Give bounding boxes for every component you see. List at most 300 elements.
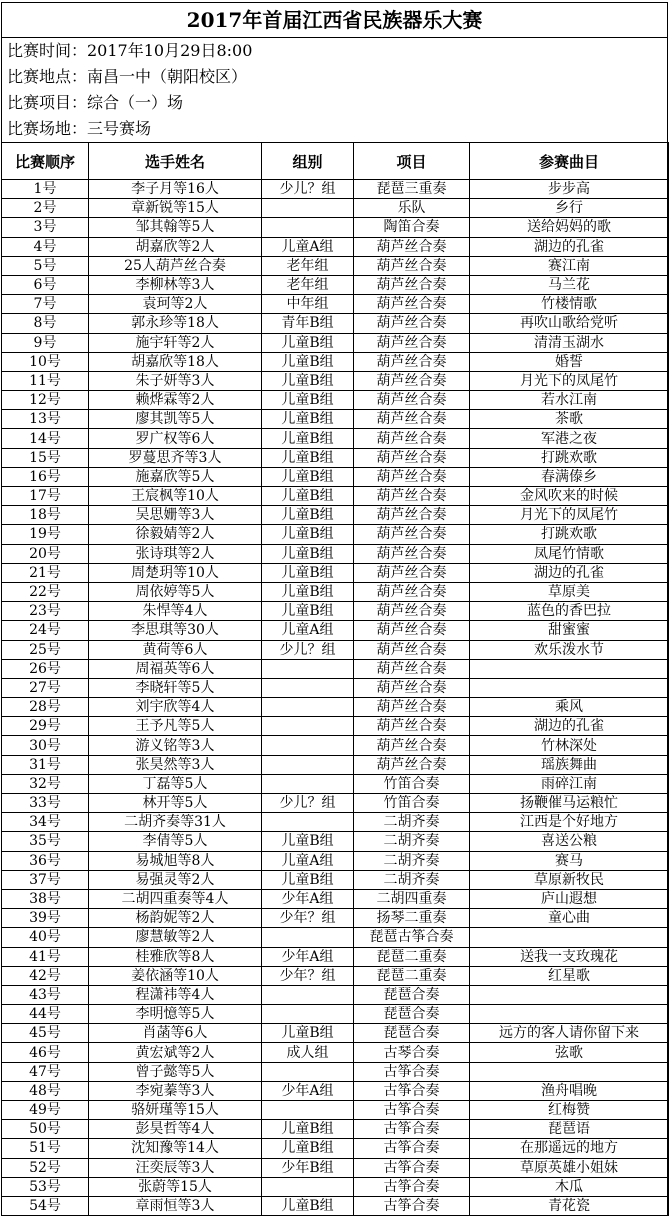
order-cell: 15号 bbox=[2, 448, 89, 467]
name-cell: 徐毅婧等2人 bbox=[89, 525, 262, 544]
item-cell: 葫芦丝合奏 bbox=[354, 563, 470, 582]
order-cell: 19号 bbox=[2, 525, 89, 544]
group-cell: 少年B组 bbox=[262, 1158, 354, 1177]
order-cell: 12号 bbox=[2, 391, 89, 410]
piece-cell: 喜送公粮 bbox=[470, 832, 669, 851]
table-row bbox=[2, 851, 669, 870]
name-cell: 李子月等16人 bbox=[89, 180, 262, 199]
order-cell: 53号 bbox=[2, 1177, 89, 1196]
name-cell: 袁珂等2人 bbox=[89, 295, 262, 314]
piece-cell bbox=[470, 659, 669, 678]
table-row bbox=[2, 352, 669, 371]
piece-cell: 扬鞭催马运粮忙 bbox=[470, 794, 669, 813]
name-cell: 罗蔓思齐等3人 bbox=[89, 448, 262, 467]
order-cell: 32号 bbox=[2, 774, 89, 793]
name-cell: 施嘉欣等5人 bbox=[89, 467, 262, 486]
piece-cell: 在那遥远的地方 bbox=[470, 1139, 669, 1158]
piece-cell: 草原新牧民 bbox=[470, 870, 669, 889]
name-cell: 章新锐等15人 bbox=[89, 199, 262, 218]
item-cell: 葫芦丝合奏 bbox=[354, 717, 470, 736]
order-cell: 26号 bbox=[2, 659, 89, 678]
order-cell: 46号 bbox=[2, 1043, 89, 1062]
name-cell: 25人葫芦丝合奏 bbox=[89, 256, 262, 275]
item-cell: 二胡齐奏 bbox=[354, 832, 470, 851]
order-cell: 1号 bbox=[2, 180, 89, 199]
piece-cell: 步步高 bbox=[470, 180, 669, 199]
order-cell: 24号 bbox=[2, 621, 89, 640]
group-cell bbox=[262, 199, 354, 218]
group-cell: 少儿？组 bbox=[262, 794, 354, 813]
item-cell: 葫芦丝合奏 bbox=[354, 582, 470, 601]
info-venue: 比赛场地：三号赛场 bbox=[7, 119, 152, 138]
item-cell: 葫芦丝合奏 bbox=[354, 333, 470, 352]
order-cell: 43号 bbox=[2, 985, 89, 1004]
order-cell: 20号 bbox=[2, 544, 89, 563]
order-cell: 54号 bbox=[2, 1196, 89, 1215]
order-cell: 14号 bbox=[2, 429, 89, 448]
group-cell bbox=[262, 1177, 354, 1196]
group-cell: 少年？组 bbox=[262, 966, 354, 985]
table-row bbox=[2, 717, 669, 736]
name-cell: 李宛蓁等3人 bbox=[89, 1081, 262, 1100]
group-cell: 中年组 bbox=[262, 295, 354, 314]
table-row bbox=[2, 889, 669, 908]
item-cell: 古筝合奏 bbox=[354, 1177, 470, 1196]
order-cell: 47号 bbox=[2, 1062, 89, 1081]
item-cell: 琵琶合奏 bbox=[354, 1005, 470, 1024]
item-cell: 葫芦丝合奏 bbox=[354, 640, 470, 659]
table-row bbox=[2, 391, 669, 410]
piece-cell: 月光下的凤尾竹 bbox=[470, 506, 669, 525]
name-cell: 郭永珍等18人 bbox=[89, 314, 262, 333]
piece-cell: 若水江南 bbox=[470, 391, 669, 410]
piece-cell: 竹林深处 bbox=[470, 736, 669, 755]
group-cell: 儿童B组 bbox=[262, 582, 354, 601]
table-row bbox=[2, 333, 669, 352]
table-row bbox=[2, 1177, 669, 1196]
group-cell: 儿童B组 bbox=[262, 1139, 354, 1158]
name-cell: 姜依涵等10人 bbox=[89, 966, 262, 985]
name-cell: 彭昊哲等4人 bbox=[89, 1120, 262, 1139]
order-cell: 29号 bbox=[2, 717, 89, 736]
order-cell: 11号 bbox=[2, 371, 89, 390]
table-row bbox=[2, 295, 669, 314]
table-row bbox=[2, 180, 669, 199]
item-cell: 葫芦丝合奏 bbox=[354, 391, 470, 410]
item-cell: 琵琶古筝合奏 bbox=[354, 928, 470, 947]
group-cell: 老年组 bbox=[262, 275, 354, 294]
table-row bbox=[2, 698, 669, 717]
piece-cell: 军港之夜 bbox=[470, 429, 669, 448]
table-row bbox=[2, 487, 669, 506]
table-row bbox=[2, 966, 669, 985]
name-cell: 王宸枫等10人 bbox=[89, 487, 262, 506]
table-row bbox=[2, 1196, 669, 1215]
item-cell: 葫芦丝合奏 bbox=[354, 295, 470, 314]
table-row bbox=[2, 1024, 669, 1043]
item-cell: 葫芦丝合奏 bbox=[354, 506, 470, 525]
name-cell: 施宇轩等2人 bbox=[89, 333, 262, 352]
group-cell: 儿童A组 bbox=[262, 851, 354, 870]
piece-cell: 琵琶语 bbox=[470, 1120, 669, 1139]
table-row bbox=[2, 1158, 669, 1177]
group-cell bbox=[262, 678, 354, 697]
item-cell: 竹笛合奏 bbox=[354, 774, 470, 793]
item-cell: 葫芦丝合奏 bbox=[354, 314, 470, 333]
table-row bbox=[2, 1005, 669, 1024]
item-cell: 葫芦丝合奏 bbox=[354, 275, 470, 294]
item-cell: 葫芦丝合奏 bbox=[354, 237, 470, 256]
group-cell: 老年组 bbox=[262, 256, 354, 275]
name-cell: 张蔚等15人 bbox=[89, 1177, 262, 1196]
order-cell: 6号 bbox=[2, 275, 89, 294]
group-cell: 儿童B组 bbox=[262, 391, 354, 410]
item-cell: 葫芦丝合奏 bbox=[354, 410, 470, 429]
piece-cell: 湖边的孔雀 bbox=[470, 237, 669, 256]
name-cell: 朱子妍等3人 bbox=[89, 371, 262, 390]
order-cell: 7号 bbox=[2, 295, 89, 314]
piece-cell: 江西是个好地方 bbox=[470, 813, 669, 832]
piece-cell: 送我一支玫瑰花 bbox=[470, 947, 669, 966]
name-cell: 王予凡等5人 bbox=[89, 717, 262, 736]
name-cell: 易强灵等2人 bbox=[89, 870, 262, 889]
name-cell: 罗广权等6人 bbox=[89, 429, 262, 448]
name-cell: 赖烨霖等2人 bbox=[89, 391, 262, 410]
item-cell: 葫芦丝合奏 bbox=[354, 621, 470, 640]
table-row bbox=[2, 947, 669, 966]
group-cell: 少儿？组 bbox=[262, 180, 354, 199]
table-row bbox=[2, 371, 669, 390]
schedule-table bbox=[1, 142, 669, 1216]
name-cell: 林开等5人 bbox=[89, 794, 262, 813]
group-cell: 儿童B组 bbox=[262, 1024, 354, 1043]
name-cell: 李思琪等30人 bbox=[89, 621, 262, 640]
piece-cell: 清清玉湖水 bbox=[470, 333, 669, 352]
table-row bbox=[2, 909, 669, 928]
order-cell: 16号 bbox=[2, 467, 89, 486]
order-cell: 52号 bbox=[2, 1158, 89, 1177]
header-row bbox=[2, 143, 669, 180]
name-cell: 黄荷等6人 bbox=[89, 640, 262, 659]
order-cell: 51号 bbox=[2, 1139, 89, 1158]
order-cell: 35号 bbox=[2, 832, 89, 851]
piece-cell: 雨碎江南 bbox=[470, 774, 669, 793]
order-cell: 41号 bbox=[2, 947, 89, 966]
group-cell: 儿童B组 bbox=[262, 448, 354, 467]
order-cell: 27号 bbox=[2, 678, 89, 697]
table-row bbox=[2, 659, 669, 678]
group-cell: 儿童B组 bbox=[262, 352, 354, 371]
piece-cell: 草原英雄小姐妹 bbox=[470, 1158, 669, 1177]
name-cell: 周楚玥等10人 bbox=[89, 563, 262, 582]
name-cell: 李柳林等3人 bbox=[89, 275, 262, 294]
group-cell bbox=[262, 698, 354, 717]
table-row bbox=[2, 774, 669, 793]
item-cell: 葫芦丝合奏 bbox=[354, 256, 470, 275]
table-row bbox=[2, 1043, 669, 1062]
order-cell: 37号 bbox=[2, 870, 89, 889]
piece-cell bbox=[470, 678, 669, 697]
table-row bbox=[2, 1101, 669, 1120]
piece-cell: 甜蜜蜜 bbox=[470, 621, 669, 640]
name-cell: 胡嘉欣等2人 bbox=[89, 237, 262, 256]
table-row bbox=[2, 736, 669, 755]
group-cell: 少年A组 bbox=[262, 947, 354, 966]
item-cell: 乐队 bbox=[354, 199, 470, 218]
order-cell: 40号 bbox=[2, 928, 89, 947]
table-row bbox=[2, 813, 669, 832]
order-cell: 2号 bbox=[2, 199, 89, 218]
group-cell: 儿童B组 bbox=[262, 467, 354, 486]
table-row bbox=[2, 429, 669, 448]
table-row bbox=[2, 237, 669, 256]
table-row bbox=[2, 410, 669, 429]
item-cell: 琵琶合奏 bbox=[354, 985, 470, 1004]
item-cell: 古琴合奏 bbox=[354, 1043, 470, 1062]
group-cell bbox=[262, 1101, 354, 1120]
piece-cell: 凤尾竹情歌 bbox=[470, 544, 669, 563]
group-cell: 儿童B组 bbox=[262, 1120, 354, 1139]
piece-cell: 打跳欢歌 bbox=[470, 525, 669, 544]
table-row bbox=[2, 602, 669, 621]
page-title: 2017年首届江西省民族器乐大赛 bbox=[2, 3, 667, 38]
name-cell: 张昊然等3人 bbox=[89, 755, 262, 774]
name-cell: 桂雅欣等8人 bbox=[89, 947, 262, 966]
piece-cell: 湖边的孔雀 bbox=[470, 563, 669, 582]
order-cell: 36号 bbox=[2, 851, 89, 870]
group-cell: 儿童B组 bbox=[262, 371, 354, 390]
table-row bbox=[2, 582, 669, 601]
order-cell: 22号 bbox=[2, 582, 89, 601]
item-cell: 扬琴二重奏 bbox=[354, 909, 470, 928]
group-cell bbox=[262, 774, 354, 793]
header-item: 项目 bbox=[354, 143, 470, 180]
item-cell: 二胡齐奏 bbox=[354, 851, 470, 870]
name-cell: 吴思姗等3人 bbox=[89, 506, 262, 525]
group-cell: 儿童B组 bbox=[262, 506, 354, 525]
piece-cell: 月光下的凤尾竹 bbox=[470, 371, 669, 390]
group-cell bbox=[262, 813, 354, 832]
info-location: 比赛地点：南昌一中（朝阳校区） bbox=[7, 67, 248, 86]
piece-cell: 茶歌 bbox=[470, 410, 669, 429]
table-row bbox=[2, 256, 669, 275]
item-cell: 葫芦丝合奏 bbox=[354, 698, 470, 717]
group-cell bbox=[262, 1005, 354, 1024]
group-cell bbox=[262, 717, 354, 736]
item-cell: 葫芦丝合奏 bbox=[354, 487, 470, 506]
group-cell bbox=[262, 985, 354, 1004]
header-name: 选手姓名 bbox=[89, 143, 262, 180]
name-cell: 章雨恒等3人 bbox=[89, 1196, 262, 1215]
table-row bbox=[2, 832, 669, 851]
item-cell: 葫芦丝合奏 bbox=[354, 467, 470, 486]
order-cell: 49号 bbox=[2, 1101, 89, 1120]
piece-cell bbox=[470, 1062, 669, 1081]
table-body bbox=[2, 180, 669, 1216]
name-cell: 杨韵妮等2人 bbox=[89, 909, 262, 928]
group-cell: 少年A组 bbox=[262, 889, 354, 908]
table-row bbox=[2, 467, 669, 486]
piece-cell: 竹楼情歌 bbox=[470, 295, 669, 314]
group-cell bbox=[262, 928, 354, 947]
item-cell: 古筝合奏 bbox=[354, 1101, 470, 1120]
group-cell: 儿童B组 bbox=[262, 525, 354, 544]
order-cell: 8号 bbox=[2, 314, 89, 333]
order-cell: 13号 bbox=[2, 410, 89, 429]
name-cell: 肖菡等6人 bbox=[89, 1024, 262, 1043]
group-cell: 少儿？组 bbox=[262, 640, 354, 659]
order-cell: 48号 bbox=[2, 1081, 89, 1100]
group-cell: 儿童A组 bbox=[262, 237, 354, 256]
item-cell: 古筝合奏 bbox=[354, 1196, 470, 1215]
order-cell: 10号 bbox=[2, 352, 89, 371]
group-cell: 儿童B组 bbox=[262, 602, 354, 621]
piece-cell: 草原美 bbox=[470, 582, 669, 601]
table-row bbox=[2, 640, 669, 659]
piece-cell bbox=[470, 985, 669, 1004]
piece-cell: 赛马 bbox=[470, 851, 669, 870]
group-cell: 儿童B组 bbox=[262, 429, 354, 448]
order-cell: 18号 bbox=[2, 506, 89, 525]
piece-cell: 红星歌 bbox=[470, 966, 669, 985]
group-cell: 儿童B组 bbox=[262, 333, 354, 352]
piece-cell: 春满傣乡 bbox=[470, 467, 669, 486]
item-cell: 琵琶合奏 bbox=[354, 1024, 470, 1043]
table-row bbox=[2, 870, 669, 889]
order-cell: 38号 bbox=[2, 889, 89, 908]
order-cell: 50号 bbox=[2, 1120, 89, 1139]
item-cell: 二胡齐奏 bbox=[354, 813, 470, 832]
order-cell: 44号 bbox=[2, 1005, 89, 1024]
order-cell: 28号 bbox=[2, 698, 89, 717]
item-cell: 古筝合奏 bbox=[354, 1158, 470, 1177]
name-cell: 黄宏斌等2人 bbox=[89, 1043, 262, 1062]
piece-cell: 蓝色的香巴拉 bbox=[470, 602, 669, 621]
order-cell: 42号 bbox=[2, 966, 89, 985]
item-cell: 古筝合奏 bbox=[354, 1062, 470, 1081]
piece-cell: 瑶族舞曲 bbox=[470, 755, 669, 774]
item-cell: 葫芦丝合奏 bbox=[354, 736, 470, 755]
item-cell: 葫芦丝合奏 bbox=[354, 659, 470, 678]
item-cell: 古筝合奏 bbox=[354, 1081, 470, 1100]
piece-cell: 湖边的孔雀 bbox=[470, 717, 669, 736]
table-row bbox=[2, 563, 669, 582]
order-cell: 9号 bbox=[2, 333, 89, 352]
item-cell: 葫芦丝合奏 bbox=[354, 602, 470, 621]
group-cell: 儿童B组 bbox=[262, 832, 354, 851]
piece-cell: 马兰花 bbox=[470, 275, 669, 294]
piece-cell: 弦歌 bbox=[470, 1043, 669, 1062]
group-cell bbox=[262, 1062, 354, 1081]
piece-cell bbox=[470, 1005, 669, 1024]
table-row bbox=[2, 1139, 669, 1158]
name-cell: 骆妍瑾等15人 bbox=[89, 1101, 262, 1120]
table-row bbox=[2, 275, 669, 294]
name-cell: 汪奕辰等3人 bbox=[89, 1158, 262, 1177]
piece-cell: 红梅赞 bbox=[470, 1101, 669, 1120]
item-cell: 古筝合奏 bbox=[354, 1139, 470, 1158]
table-row bbox=[2, 794, 669, 813]
item-cell: 葫芦丝合奏 bbox=[354, 448, 470, 467]
item-cell: 葫芦丝合奏 bbox=[354, 525, 470, 544]
group-cell: 儿童A组 bbox=[262, 621, 354, 640]
name-cell: 胡嘉欣等18人 bbox=[89, 352, 262, 371]
item-cell: 古筝合奏 bbox=[354, 1120, 470, 1139]
name-cell: 曾子懿等5人 bbox=[89, 1062, 262, 1081]
item-cell: 葫芦丝合奏 bbox=[354, 352, 470, 371]
group-cell: 儿童B组 bbox=[262, 410, 354, 429]
piece-cell: 乡行 bbox=[470, 199, 669, 218]
group-cell: 儿童B组 bbox=[262, 1196, 354, 1215]
item-cell: 葫芦丝合奏 bbox=[354, 755, 470, 774]
name-cell: 廖其凯等5人 bbox=[89, 410, 262, 429]
header-group: 组别 bbox=[262, 143, 354, 180]
group-cell: 青年B组 bbox=[262, 314, 354, 333]
name-cell: 李晓轩等5人 bbox=[89, 678, 262, 697]
item-cell: 琵琶二重奏 bbox=[354, 966, 470, 985]
item-cell: 二胡齐奏 bbox=[354, 870, 470, 889]
item-cell: 陶笛合奏 bbox=[354, 218, 470, 237]
table-row bbox=[2, 1081, 669, 1100]
order-cell: 30号 bbox=[2, 736, 89, 755]
order-cell: 4号 bbox=[2, 237, 89, 256]
name-cell: 程潇祎等4人 bbox=[89, 985, 262, 1004]
name-cell: 张诗琪等2人 bbox=[89, 544, 262, 563]
table-row bbox=[2, 755, 669, 774]
group-cell: 少年A组 bbox=[262, 1081, 354, 1100]
piece-cell: 乘风 bbox=[470, 698, 669, 717]
order-cell: 33号 bbox=[2, 794, 89, 813]
order-cell: 31号 bbox=[2, 755, 89, 774]
table-row bbox=[2, 1120, 669, 1139]
piece-cell: 庐山遐想 bbox=[470, 889, 669, 908]
order-cell: 17号 bbox=[2, 487, 89, 506]
name-cell: 朱悍等4人 bbox=[89, 602, 262, 621]
order-cell: 23号 bbox=[2, 602, 89, 621]
piece-cell: 童心曲 bbox=[470, 909, 669, 928]
info-time: 比赛时间：2017年10月29日8:00 bbox=[7, 41, 253, 60]
order-cell: 3号 bbox=[2, 218, 89, 237]
group-cell bbox=[262, 218, 354, 237]
item-cell: 二胡四重奏 bbox=[354, 889, 470, 908]
piece-cell: 送给妈妈的歌 bbox=[470, 218, 669, 237]
piece-cell: 渔舟唱晚 bbox=[470, 1081, 669, 1100]
piece-cell: 婚誓 bbox=[470, 352, 669, 371]
table-row bbox=[2, 678, 669, 697]
group-cell: 少年？组 bbox=[262, 909, 354, 928]
name-cell: 二胡齐奏等31人 bbox=[89, 813, 262, 832]
piece-cell: 打跳欢歌 bbox=[470, 448, 669, 467]
order-cell: 45号 bbox=[2, 1024, 89, 1043]
table-row bbox=[2, 199, 669, 218]
group-cell bbox=[262, 659, 354, 678]
name-cell: 二胡四重奏等4人 bbox=[89, 889, 262, 908]
item-cell: 琵琶二重奏 bbox=[354, 947, 470, 966]
order-cell: 39号 bbox=[2, 909, 89, 928]
piece-cell: 欢乐泼水节 bbox=[470, 640, 669, 659]
name-cell: 邹其翰等5人 bbox=[89, 218, 262, 237]
schedule-sheet bbox=[1, 2, 668, 1216]
table-row bbox=[2, 218, 669, 237]
piece-cell: 青花瓷 bbox=[470, 1196, 669, 1215]
table-row bbox=[2, 544, 669, 563]
name-cell: 刘宇欣等4人 bbox=[89, 698, 262, 717]
item-cell: 葫芦丝合奏 bbox=[354, 371, 470, 390]
group-cell: 儿童B组 bbox=[262, 487, 354, 506]
group-cell: 儿童B组 bbox=[262, 870, 354, 889]
table-row bbox=[2, 525, 669, 544]
piece-cell: 远方的客人请你留下来 bbox=[470, 1024, 669, 1043]
